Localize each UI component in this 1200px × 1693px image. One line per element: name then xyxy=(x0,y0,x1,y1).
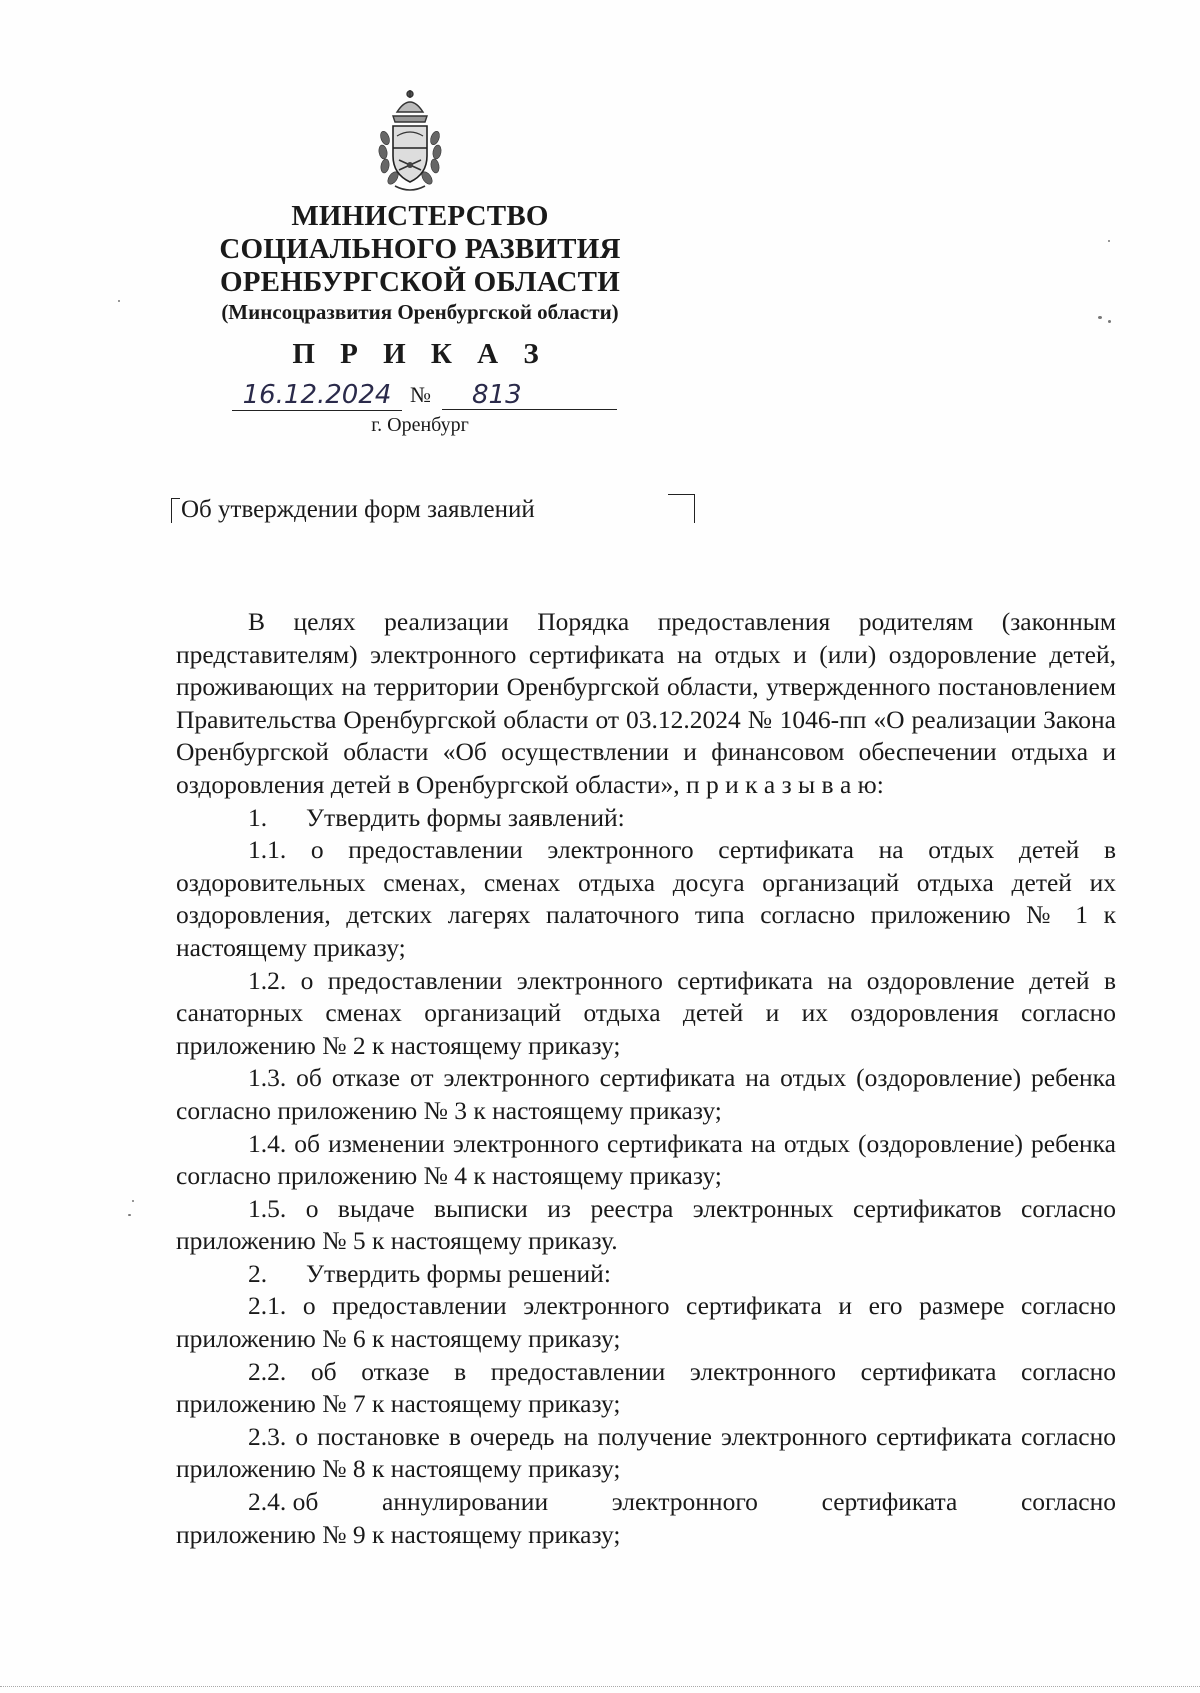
city: г. Оренбург xyxy=(371,414,469,436)
ministry-line-2: СОЦИАЛЬНОГО РАЗВИТИЯ xyxy=(219,233,621,265)
scan-speck xyxy=(1108,320,1111,323)
item-2-4-word: 2.4. об xyxy=(248,1487,319,1517)
item-1-1: 1.1. о предоставлении электронного сертификата на отдых детей в оздоровительных сменах, сменах отдыха досуга организаций отдыха детей их оздоровления, детских лагерях палаточного типа согласно приложению № 1 к настоящему приказу; xyxy=(176,835,1116,962)
item-2-4-word: сертификата xyxy=(821,1487,958,1517)
item-2 xyxy=(176,1258,1116,1291)
scan-speck xyxy=(118,300,120,302)
item-2-2: 2.2. об отказе в предоставлении электронного сертификата согласно приложению № 7 к настоящему приказу; xyxy=(176,1356,1116,1419)
item-2-4-tail: приложению № 9 к настоящему приказу; xyxy=(176,1519,621,1549)
preamble-order-word: п р и к а з ы в а ю: xyxy=(685,769,884,799)
item-1-3: 1.3. об отказе от электронного сертификата на отдых (оздоровление) ребенка согласно приложению № 3 к настоящему приказу; xyxy=(176,1063,1116,1125)
item-2-text: Утвердить формы решений: xyxy=(306,1258,611,1288)
item-2-4-word: согласно xyxy=(1020,1487,1116,1517)
item-2-number: 2. xyxy=(248,1258,268,1288)
item-1-2: 1.2. о предоставлении электронного сертификата на оздоровление детей в санаторных сменах организаций отдыха детей и их оздоровления согласно приложению № 2 к настоящему приказу; xyxy=(176,965,1116,1060)
scan-speck xyxy=(132,1200,134,1202)
handwritten-order-number: 813 xyxy=(442,380,617,410)
item-2-4-first-line xyxy=(176,1486,1116,1519)
scan-speck xyxy=(1108,240,1110,242)
item-2-4-word: аннулировании xyxy=(382,1487,549,1517)
item-1-4: 1.4. об изменении электронного сертификата на отдых (оздоровление) ребенка согласно приложению № 4 к настоящему приказу; xyxy=(176,1128,1116,1191)
preamble-text: В целях реализации Порядка предоставления родителям (законным представителям) электронного сертификата на отдых и (или) оздоровление детей, проживающих на территории Оренбургской области, утвержденного постановлением Правительства Оренбургской области от 03.12.2024 № 1046-пп «О реализации Закона Оренбургской области «Об осуществлении и финансовом обеспечении отдыха и оздоровления детей в Оренбургской области», xyxy=(176,607,1116,799)
subject-bracket-right xyxy=(668,494,695,523)
order-title: П Р И К А З xyxy=(292,338,548,370)
item-2-3: 2.3. о постановке в очередь на получение электронного сертификата согласно приложению № 8 к настоящему приказу; xyxy=(176,1421,1116,1484)
item-2-1: 2.1. о предоставлении электронного сертификата и его размере согласно приложению № 6 к настоящему приказу; xyxy=(176,1291,1116,1354)
scan-bottom-edge xyxy=(0,1686,1200,1687)
orenburg-coat-of-arms-icon xyxy=(375,88,445,194)
item-2-4-word: электронного xyxy=(611,1487,758,1517)
subject-bracket-left xyxy=(171,498,180,523)
item-1-number: 1. xyxy=(248,802,268,832)
number-label: № xyxy=(410,382,431,407)
order-body xyxy=(176,606,1116,1551)
scan-speck xyxy=(1098,316,1102,319)
subject-title: Об утверждении форм заявлений xyxy=(181,496,535,523)
ministry-line-1: МИНИСТЕРСТВО xyxy=(291,200,549,232)
subject-block xyxy=(171,494,676,524)
item-1-text: Утвердить формы заявлений: xyxy=(306,802,625,832)
preamble-paragraph xyxy=(176,606,1116,802)
item-1-5: 1.5. о выдаче выписки из реестра электронных сертификатов согласно приложению № 5 к настоящему приказу. xyxy=(176,1193,1116,1256)
scan-speck xyxy=(128,1214,131,1216)
ministry-name xyxy=(150,200,690,299)
ministry-line-3: ОРЕНБУРГСКОЙ ОБЛАСТИ xyxy=(220,266,620,298)
item-1 xyxy=(176,802,1116,835)
date-number-line xyxy=(232,380,617,414)
ministry-short-name: (Минсоцразвития Оренбургской области) xyxy=(221,300,619,324)
handwritten-date: 16.12.2024 xyxy=(232,380,402,411)
